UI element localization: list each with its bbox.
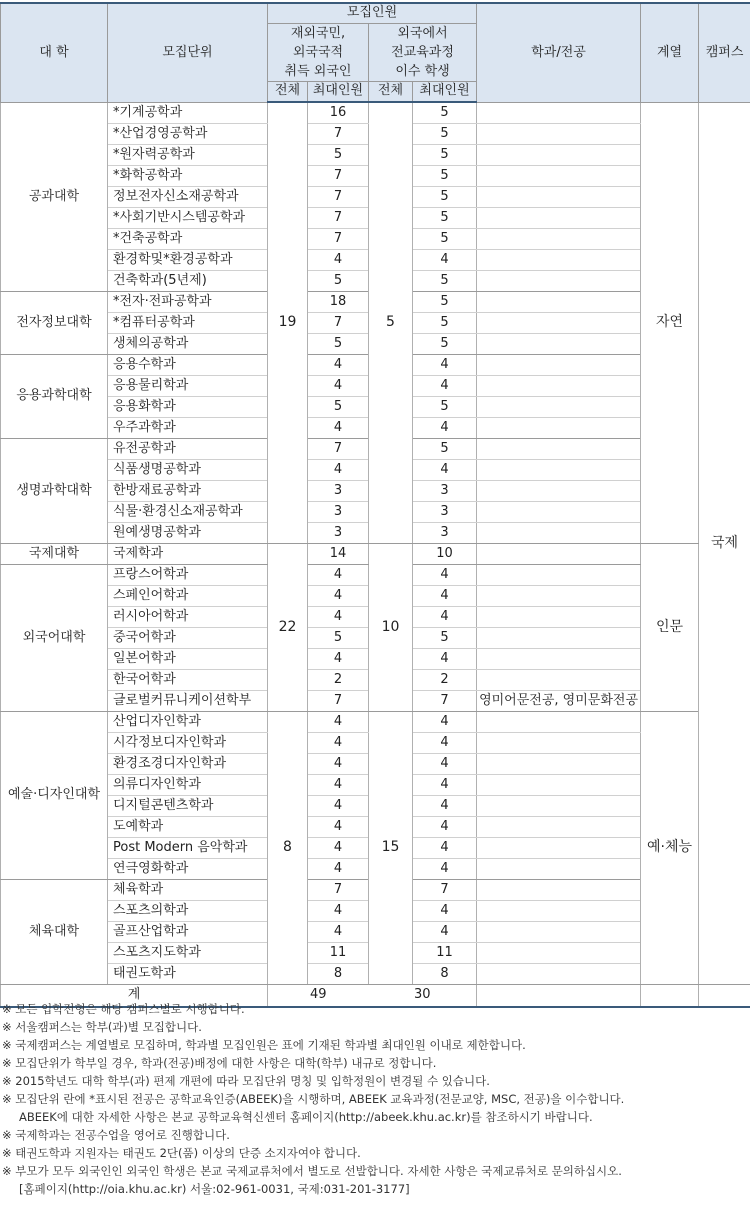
block-total-a: 19 bbox=[268, 102, 308, 544]
max-a-value: 4 bbox=[308, 817, 369, 838]
unit-name: 환경학및*환경공학과 bbox=[108, 250, 268, 271]
note-line: ※ 서울캠퍼스는 학부(과)별 모집합니다. bbox=[2, 1020, 202, 1034]
header-quota-b-line2: 전교육과정 bbox=[391, 44, 454, 60]
field-name: 인문 bbox=[641, 544, 699, 712]
header-total-b: 전체 bbox=[369, 81, 413, 102]
dept-cell bbox=[477, 334, 641, 355]
dept-cell bbox=[477, 796, 641, 817]
unit-name: 국제학과 bbox=[108, 544, 268, 565]
note-line: ※ 모집단위 란에 *표시된 전공은 공학교육인증(ABEEK)을 시행하며, ABEEK 교육과정(전문교양, MSC, 전공)을 이수합니다. bbox=[2, 1092, 625, 1106]
max-b-value: 4 bbox=[413, 733, 477, 754]
max-a-value: 3 bbox=[308, 523, 369, 544]
dept-cell bbox=[477, 250, 641, 271]
college-name: 체육대학 bbox=[1, 880, 108, 985]
footer-sum-b: 30 bbox=[369, 985, 477, 1008]
max-b-value: 4 bbox=[413, 418, 477, 439]
max-a-value: 14 bbox=[308, 544, 369, 565]
unit-name: 응용화학과 bbox=[108, 397, 268, 418]
unit-name: Post Modern 음악학과 bbox=[108, 838, 268, 859]
dept-cell bbox=[477, 187, 641, 208]
table-row bbox=[1, 712, 750, 733]
max-b-value: 10 bbox=[413, 544, 477, 565]
block-total-a: 8 bbox=[268, 712, 308, 985]
college-name: 응용과학대학 bbox=[1, 355, 108, 439]
unit-name: *산업경영공학과 bbox=[108, 124, 268, 145]
note-line: ※ 2015학년도 대학 학부(과) 편제 개편에 따라 모집단위 명칭 및 입학정원이 변경될 수 있습니다. bbox=[2, 1074, 490, 1088]
dept-cell bbox=[477, 775, 641, 796]
dept-cell bbox=[477, 586, 641, 607]
header-quota-abroad bbox=[369, 23, 477, 81]
unit-name: 체육학과 bbox=[108, 880, 268, 901]
max-a-value: 5 bbox=[308, 145, 369, 166]
unit-name: 식품생명공학과 bbox=[108, 460, 268, 481]
max-a-value: 4 bbox=[308, 460, 369, 481]
max-a-value: 5 bbox=[308, 397, 369, 418]
max-a-value: 7 bbox=[308, 439, 369, 460]
max-b-value: 7 bbox=[413, 691, 477, 712]
max-b-value: 4 bbox=[413, 901, 477, 922]
unit-name: 글로벌커뮤니케이션학부 bbox=[108, 691, 268, 712]
note-line: ※ 국제학과는 전공수업을 영어로 진행합니다. bbox=[2, 1128, 230, 1142]
max-a-value: 3 bbox=[308, 502, 369, 523]
unit-name: 산업디자인학과 bbox=[108, 712, 268, 733]
max-b-value: 5 bbox=[413, 334, 477, 355]
max-b-value: 5 bbox=[413, 628, 477, 649]
unit-name: *전자·전파공학과 bbox=[108, 292, 268, 313]
note-line: ABEEK에 대한 자세한 사항은 본교 공학교육혁신센터 홈페이지(http://abeek.khu.ac.kr)를 참조하시기 바랍니다. bbox=[19, 1110, 593, 1124]
dept-cell: 영미어문전공, 영미문화전공 bbox=[477, 691, 641, 712]
max-b-value: 5 bbox=[413, 187, 477, 208]
max-b-value: 4 bbox=[413, 922, 477, 943]
header-quota-b-line1: 외국에서 bbox=[397, 25, 448, 41]
dept-cell bbox=[477, 439, 641, 460]
header-quota-a-line3: 취득 외국인 bbox=[284, 63, 352, 79]
unit-name: 환경조경디자인학과 bbox=[108, 754, 268, 775]
dept-cell bbox=[477, 397, 641, 418]
max-a-value: 4 bbox=[308, 418, 369, 439]
max-a-value: 7 bbox=[308, 208, 369, 229]
campus-name: 국제 bbox=[699, 102, 750, 985]
unit-name: 스포츠지도학과 bbox=[108, 943, 268, 964]
table-row bbox=[1, 102, 750, 124]
header-dept: 학과/전공 bbox=[477, 3, 641, 102]
dept-cell bbox=[477, 544, 641, 565]
unit-name: 태권도학과 bbox=[108, 964, 268, 985]
max-a-value: 4 bbox=[308, 859, 369, 880]
max-a-value: 16 bbox=[308, 102, 369, 124]
max-b-value: 4 bbox=[413, 376, 477, 397]
dept-cell bbox=[477, 922, 641, 943]
max-b-value: 3 bbox=[413, 523, 477, 544]
header-max-a: 최대인원 bbox=[308, 81, 369, 102]
block-total-b: 15 bbox=[369, 712, 413, 985]
dept-cell bbox=[477, 754, 641, 775]
max-b-value: 7 bbox=[413, 880, 477, 901]
dept-cell bbox=[477, 376, 641, 397]
unit-name: *사회기반시스템공학과 bbox=[108, 208, 268, 229]
notes-section bbox=[2, 1000, 748, 1198]
dept-cell bbox=[477, 145, 641, 166]
max-b-value: 4 bbox=[413, 775, 477, 796]
max-b-value: 5 bbox=[413, 292, 477, 313]
unit-name: 우주과학과 bbox=[108, 418, 268, 439]
footer-total-label: 계 bbox=[1, 985, 268, 1008]
dept-cell bbox=[477, 817, 641, 838]
dept-cell bbox=[477, 712, 641, 733]
note-line: ※ 태권도학과 지원자는 태권도 2단(품) 이상의 단증 소지자여야 합니다. bbox=[2, 1146, 361, 1160]
header-quota-overseas bbox=[268, 23, 369, 81]
unit-name: 일본어학과 bbox=[108, 649, 268, 670]
unit-name: 응용수학과 bbox=[108, 355, 268, 376]
college-name: 전자정보대학 bbox=[1, 292, 108, 355]
unit-name: *화학공학과 bbox=[108, 166, 268, 187]
footer-sum-a: 49 bbox=[268, 985, 369, 1008]
max-a-value: 4 bbox=[308, 733, 369, 754]
max-a-value: 4 bbox=[308, 922, 369, 943]
unit-name: 시각정보디자인학과 bbox=[108, 733, 268, 754]
max-b-value: 8 bbox=[413, 964, 477, 985]
note-line: ※ 모집단위가 학부일 경우, 학과(전공)배정에 대한 사항은 대학(학부) 내규로 정합니다. bbox=[2, 1056, 437, 1070]
dept-cell bbox=[477, 460, 641, 481]
dept-cell bbox=[477, 628, 641, 649]
max-b-value: 5 bbox=[413, 145, 477, 166]
dept-cell bbox=[477, 670, 641, 691]
block-total-b: 10 bbox=[369, 544, 413, 712]
max-a-value: 3 bbox=[308, 481, 369, 502]
header-unit: 모집단위 bbox=[108, 3, 268, 102]
unit-name: 응용물리학과 bbox=[108, 376, 268, 397]
max-b-value: 5 bbox=[413, 124, 477, 145]
unit-name: *건축공학과 bbox=[108, 229, 268, 250]
dept-cell bbox=[477, 649, 641, 670]
dept-cell bbox=[477, 859, 641, 880]
unit-name: 중국어학과 bbox=[108, 628, 268, 649]
max-b-value: 3 bbox=[413, 481, 477, 502]
max-a-value: 7 bbox=[308, 166, 369, 187]
dept-cell bbox=[477, 313, 641, 334]
max-a-value: 4 bbox=[308, 607, 369, 628]
max-a-value: 7 bbox=[308, 124, 369, 145]
college-name: 공과대학 bbox=[1, 102, 108, 292]
field-name: 예·체능 bbox=[641, 712, 699, 985]
header-campus: 캠퍼스 bbox=[699, 3, 750, 102]
admission-quota-table bbox=[0, 2, 750, 1008]
dept-cell bbox=[477, 943, 641, 964]
max-b-value: 4 bbox=[413, 355, 477, 376]
max-a-value: 4 bbox=[308, 565, 369, 586]
note-line: ※ 모든 입학전형은 해당 캠퍼스별로 시행합니다. bbox=[2, 1002, 245, 1016]
max-b-value: 5 bbox=[413, 439, 477, 460]
dept-cell bbox=[477, 271, 641, 292]
max-a-value: 8 bbox=[308, 964, 369, 985]
dept-cell bbox=[477, 124, 641, 145]
field-name: 자연 bbox=[641, 102, 699, 544]
unit-name: 식물·환경신소재공학과 bbox=[108, 502, 268, 523]
max-a-value: 5 bbox=[308, 271, 369, 292]
max-b-value: 3 bbox=[413, 502, 477, 523]
unit-name: 연극영화학과 bbox=[108, 859, 268, 880]
max-a-value: 4 bbox=[308, 901, 369, 922]
max-b-value: 5 bbox=[413, 271, 477, 292]
max-b-value: 5 bbox=[413, 166, 477, 187]
header-max-b: 최대인원 bbox=[413, 81, 477, 102]
max-b-value: 2 bbox=[413, 670, 477, 691]
unit-name: *컴퓨터공학과 bbox=[108, 313, 268, 334]
table-header bbox=[1, 3, 750, 102]
max-b-value: 4 bbox=[413, 712, 477, 733]
unit-name: 스포츠의학과 bbox=[108, 901, 268, 922]
header-university: 대 학 bbox=[1, 3, 108, 102]
header-total-a: 전체 bbox=[268, 81, 308, 102]
college-name: 국제대학 bbox=[1, 544, 108, 565]
max-a-value: 4 bbox=[308, 355, 369, 376]
max-a-value: 4 bbox=[308, 376, 369, 397]
unit-name: 생체의공학과 bbox=[108, 334, 268, 355]
dept-cell bbox=[477, 208, 641, 229]
unit-name: 의류디자인학과 bbox=[108, 775, 268, 796]
max-b-value: 4 bbox=[413, 586, 477, 607]
header-quota-a-line2: 외국국적 bbox=[292, 44, 344, 60]
max-b-value: 4 bbox=[413, 817, 477, 838]
max-b-value: 11 bbox=[413, 943, 477, 964]
max-a-value: 4 bbox=[308, 754, 369, 775]
college-name: 외국어대학 bbox=[1, 565, 108, 712]
unit-name: 한국어학과 bbox=[108, 670, 268, 691]
max-b-value: 4 bbox=[413, 838, 477, 859]
max-a-value: 4 bbox=[308, 712, 369, 733]
table-row bbox=[1, 544, 750, 565]
max-a-value: 7 bbox=[308, 229, 369, 250]
max-a-value: 18 bbox=[308, 292, 369, 313]
dept-cell bbox=[477, 733, 641, 754]
max-a-value: 7 bbox=[308, 187, 369, 208]
max-a-value: 4 bbox=[308, 586, 369, 607]
max-b-value: 4 bbox=[413, 649, 477, 670]
max-b-value: 4 bbox=[413, 859, 477, 880]
unit-name: 골프산업학과 bbox=[108, 922, 268, 943]
table-body bbox=[1, 102, 750, 985]
college-name: 생명과학대학 bbox=[1, 439, 108, 544]
dept-cell bbox=[477, 481, 641, 502]
block-total-a: 22 bbox=[268, 544, 308, 712]
max-a-value: 5 bbox=[308, 334, 369, 355]
unit-name: 한방재료공학과 bbox=[108, 481, 268, 502]
max-a-value: 7 bbox=[308, 691, 369, 712]
unit-name: 스페인어학과 bbox=[108, 586, 268, 607]
max-a-value: 4 bbox=[308, 250, 369, 271]
max-b-value: 4 bbox=[413, 607, 477, 628]
dept-cell bbox=[477, 102, 641, 124]
max-b-value: 4 bbox=[413, 460, 477, 481]
dept-cell bbox=[477, 418, 641, 439]
unit-name: 건축학과(5년제) bbox=[108, 271, 268, 292]
max-b-value: 5 bbox=[413, 229, 477, 250]
dept-cell bbox=[477, 166, 641, 187]
dept-cell bbox=[477, 880, 641, 901]
note-line: ※ 국제캠퍼스는 계열별로 모집하며, 학과별 모집인원은 표에 기재된 학과별 최대인원 이내로 제한합니다. bbox=[2, 1038, 526, 1052]
max-b-value: 5 bbox=[413, 208, 477, 229]
dept-cell bbox=[477, 565, 641, 586]
dept-cell bbox=[477, 523, 641, 544]
dept-cell bbox=[477, 502, 641, 523]
max-b-value: 4 bbox=[413, 250, 477, 271]
college-name: 예술·디자인대학 bbox=[1, 712, 108, 880]
unit-name: 러시아어학과 bbox=[108, 607, 268, 628]
max-a-value: 11 bbox=[308, 943, 369, 964]
max-a-value: 4 bbox=[308, 649, 369, 670]
max-b-value: 4 bbox=[413, 754, 477, 775]
header-field: 계열 bbox=[641, 3, 699, 102]
unit-name: 디지털콘텐츠학과 bbox=[108, 796, 268, 817]
header-quota-b-line3: 이수 학생 bbox=[395, 63, 450, 79]
unit-name: 정보전자신소재공학과 bbox=[108, 187, 268, 208]
max-a-value: 4 bbox=[308, 775, 369, 796]
unit-name: 원예생명공학과 bbox=[108, 523, 268, 544]
max-b-value: 5 bbox=[413, 313, 477, 334]
dept-cell bbox=[477, 964, 641, 985]
dept-cell bbox=[477, 229, 641, 250]
max-b-value: 4 bbox=[413, 565, 477, 586]
max-a-value: 4 bbox=[308, 838, 369, 859]
unit-name: *원자력공학과 bbox=[108, 145, 268, 166]
max-a-value: 2 bbox=[308, 670, 369, 691]
header-quota-group: 모집인원 bbox=[268, 3, 477, 23]
unit-name: 도예학과 bbox=[108, 817, 268, 838]
max-b-value: 4 bbox=[413, 796, 477, 817]
max-a-value: 4 bbox=[308, 796, 369, 817]
max-a-value: 7 bbox=[308, 313, 369, 334]
max-b-value: 5 bbox=[413, 102, 477, 124]
header-quota-a-line1: 재외국민, bbox=[290, 25, 346, 41]
max-b-value: 5 bbox=[413, 397, 477, 418]
max-a-value: 7 bbox=[308, 880, 369, 901]
dept-cell bbox=[477, 901, 641, 922]
note-line: [홈페이지(http://oia.khu.ac.kr) 서울:02-961-0031, 국제:031-201-3177] bbox=[19, 1182, 410, 1196]
max-a-value: 5 bbox=[308, 628, 369, 649]
block-total-b: 5 bbox=[369, 102, 413, 544]
dept-cell bbox=[477, 292, 641, 313]
unit-name: *기계공학과 bbox=[108, 102, 268, 124]
unit-name: 유전공학과 bbox=[108, 439, 268, 460]
dept-cell bbox=[477, 355, 641, 376]
dept-cell bbox=[477, 607, 641, 628]
dept-cell bbox=[477, 838, 641, 859]
unit-name: 프랑스어학과 bbox=[108, 565, 268, 586]
note-line: ※ 부모가 모두 외국인인 외국인 학생은 본교 국제교류처에서 별도로 선발합니다. 자세한 사항은 국제교류처로 문의하십시오. bbox=[2, 1164, 622, 1178]
